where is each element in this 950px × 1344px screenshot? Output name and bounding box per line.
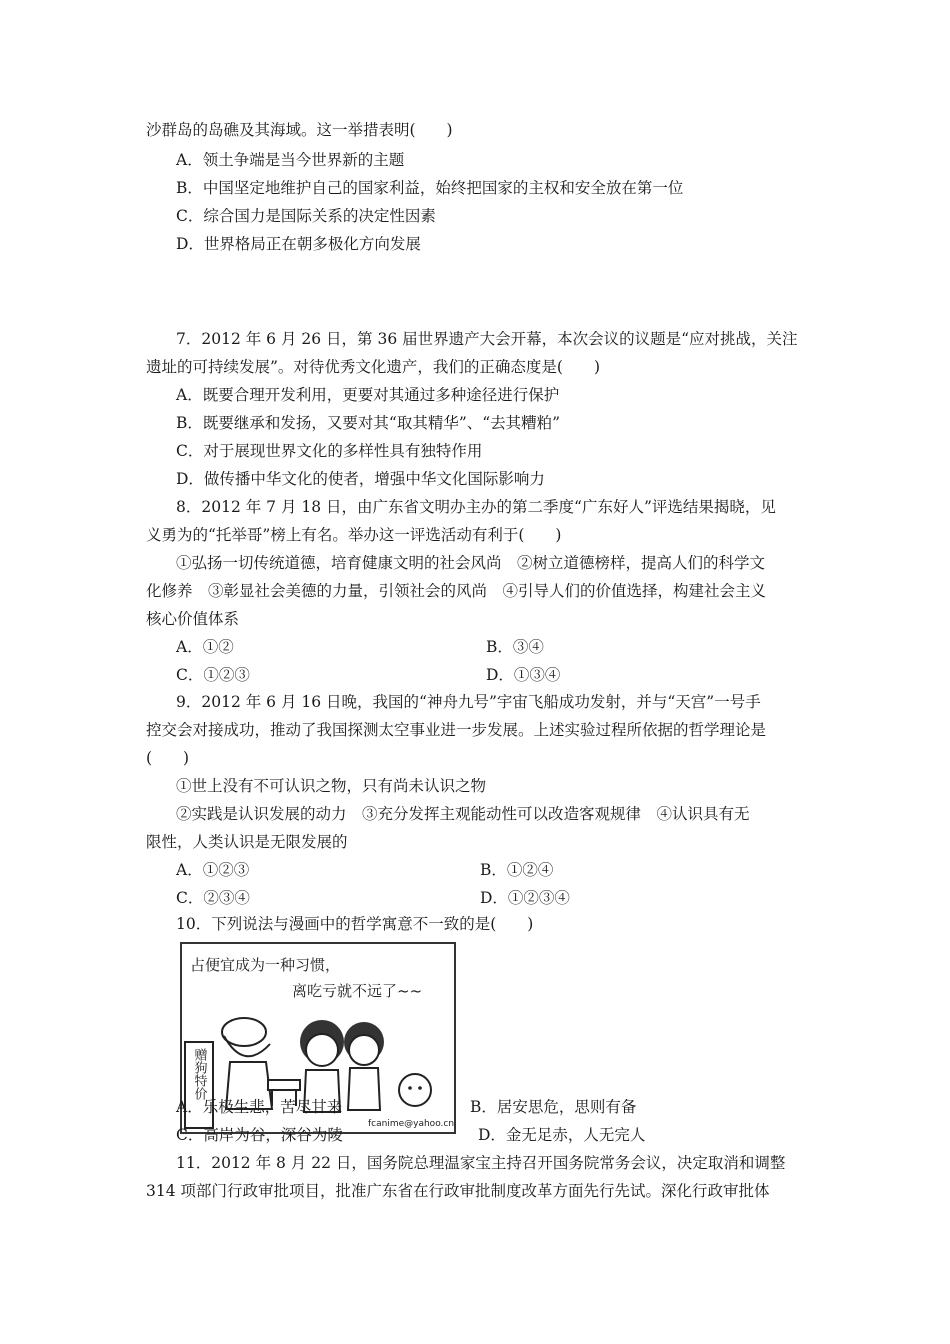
q8-statement-line3: 核心价值体系: [146, 610, 240, 628]
q6-stem: 沙群岛的岛礁及其海域。这一举措表明( ): [146, 121, 453, 139]
q7-option-d: D．做传播中华文化的使者，增强中华文化国际影响力: [176, 470, 545, 488]
q8-statement-line1: ①弘扬一切传统道德，培育健康文明的社会风尚 ②树立道德榜样，提高人们的科学文: [176, 554, 766, 572]
cartoon-caption-line1: 占便宜成为一种习惯，: [190, 956, 341, 974]
q10-option-c: C．高岸为谷，深谷为陵: [176, 1126, 343, 1144]
q9-statement-line2: ②实践是认识发展的动力 ③充分发挥主观能动性可以改造客观规律 ④认识具有无: [176, 805, 750, 823]
q9-option-c: C．②③④: [176, 889, 250, 907]
cartoon-sign-text: 赠狗特价: [191, 1048, 207, 1100]
q7-option-c: C．对于展现世界文化的多样性具有独特作用: [176, 442, 483, 460]
q8-option-b: B．③④: [486, 638, 544, 656]
q6-option-d: D．世界格局正在朝多极化方向发展: [176, 235, 421, 253]
q6-option-b: B．中国坚定地维护自己的国家利益，始终把国家的主权和安全放在第一位: [176, 179, 684, 197]
q9-option-b: B．①②④: [480, 861, 554, 879]
q7-option-b: B．既要继承和发扬，又要对其“取其精华”、“去其糟粕”: [176, 414, 561, 432]
q8-option-c: C．①②③: [176, 666, 250, 684]
q10-option-b: B．居安思危，思则有备: [470, 1098, 637, 1116]
dog-icon: [399, 1074, 431, 1106]
q8-stem-line2: 义勇为的“托举哥”榜上有名。举办这一评选活动有利于( ): [146, 526, 562, 544]
cartoon-credit: fcanime@yahoo.cn: [368, 1119, 454, 1129]
q11-stem-line1: 11．2012 年 8 月 22 日，国务院总理温家宝主持召开国务院常务会议，决定取消和调整: [176, 1154, 786, 1172]
q10-option-d: D．金无足赤，人无完人: [478, 1126, 646, 1144]
q7-option-a: A．既要合理开发利用，更要对其通过多种途径进行保护: [176, 386, 560, 404]
q9-stem-line3: ( ): [146, 749, 190, 767]
q8-option-d: D．①③④: [486, 666, 561, 684]
q9-option-d: D．①②③④: [480, 889, 570, 907]
cartoon-caption-line2: 离吃亏就不远了~~: [292, 982, 423, 1000]
q7-stem-line2: 遗址的可持续发展”。对待优秀文化遗产，我们的正确态度是( ): [146, 358, 601, 376]
q6-option-c: C．综合国力是国际关系的决定性因素: [176, 207, 436, 225]
q8-statement-line2: 化修养 ③彰显社会美德的力量，引领社会的风尚 ④引导人们的价值选择，构建社会主义: [146, 582, 767, 600]
q9-stem-line2: 控交会对接成功，推动了我国探测太空事业进一步发展。上述实验过程所依据的哲学理论是: [146, 721, 767, 739]
q8-stem-line1: 8．2012 年 7 月 18 日，由广东省文明办主办的第二季度“广东好人”评选结果揭晓，见: [176, 498, 776, 516]
q6-option-a: A．领土争端是当今世界新的主题: [176, 151, 405, 169]
q10-option-a: A．乐极生悲，苦尽甘来: [176, 1098, 343, 1116]
q9-option-a: A．①②③: [176, 861, 250, 879]
q9-statement-line3: 限性，人类认识是无限发展的: [146, 833, 348, 851]
q9-statement-line1: ①世上没有不可认识之物，只有尚未认识之物: [176, 777, 487, 795]
q8-option-a: A．①②: [176, 638, 234, 656]
q11-stem-line2: 314 项部门行政审批项目，批准广东省在行政审批制度改革方面先行先试。深化行政审批体: [146, 1182, 770, 1200]
q9-stem-line1: 9．2012 年 6 月 16 日晚，我国的“神舟九号”宇宙飞船成功发射，并与“天宫”一号手: [176, 693, 761, 711]
q10-stem: 10．下列说法与漫画中的哲学寓意不一致的是( ): [176, 915, 534, 933]
q7-stem-line1: 7．2012 年 6 月 26 日，第 36 届世界遗产大会开幕，本次会议的议题是“应对挑战，关注: [176, 330, 798, 348]
